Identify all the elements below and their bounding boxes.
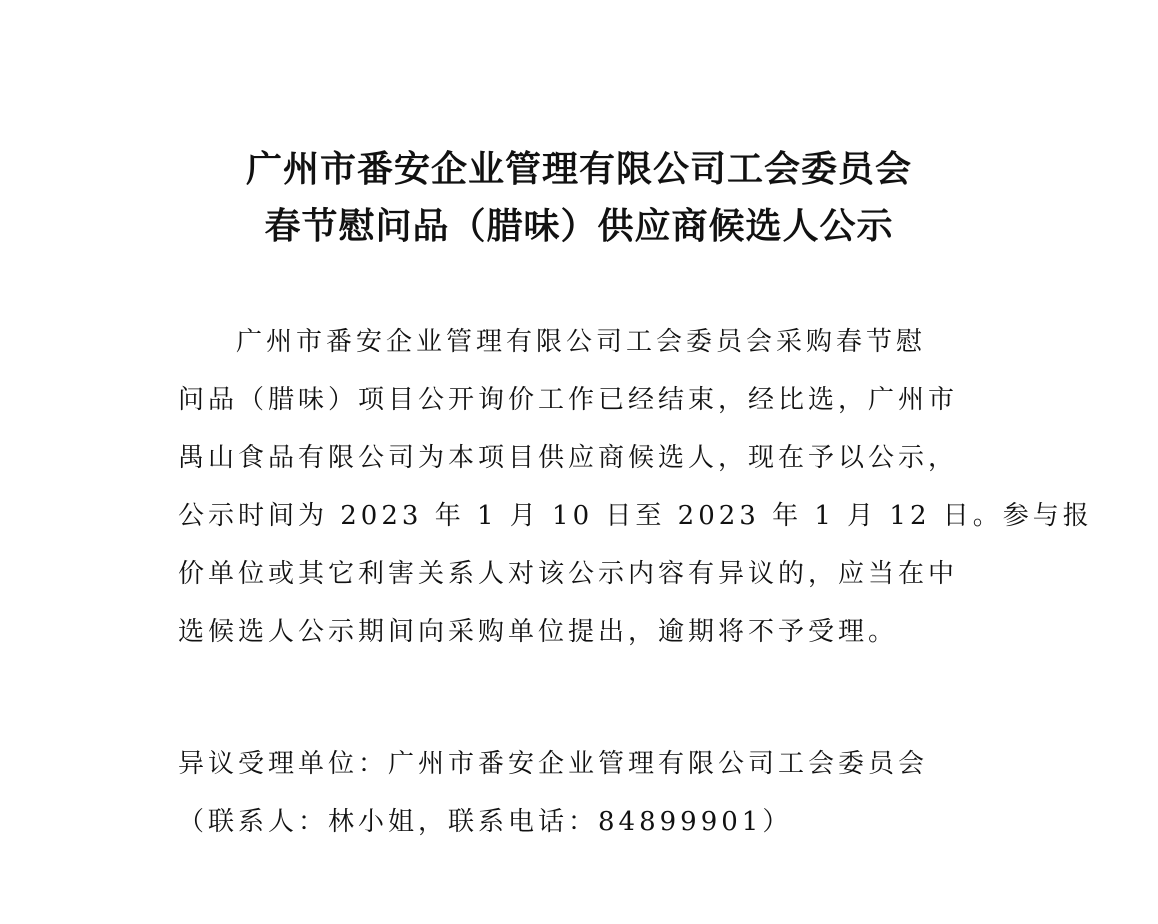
body-line-4: 公示时间为 2023 年 1 月 10 日至 2023 年 1 月 12 日。参与报	[178, 501, 1093, 531]
document-title-line-2: 春节慰问品（腊味）供应商候选人公示	[264, 206, 894, 247]
body-line-6: 选候选人公示期间向采购单位提出，逾期将不予受理。	[178, 617, 899, 647]
body-line-1: 广州市番安企业管理有限公司工会委员会采购春节慰	[236, 327, 927, 357]
body-line-2: 问品（腊味）项目公开询价工作已经结束，经比选，广州市	[178, 385, 959, 415]
body-line-5: 价单位或其它利害关系人对该公示内容有异议的，应当在中	[178, 559, 959, 589]
objection-unit-line: 异议受理单位：广州市番安企业管理有限公司工会委员会	[178, 749, 929, 779]
body-line-3: 禺山食品有限公司为本项目供应商候选人，现在予以公示，	[178, 443, 959, 473]
document-title-line-1: 广州市番安企业管理有限公司工会委员会	[245, 149, 912, 190]
contact-info-line: （联系人：林小姐，联系电话：84899901）	[178, 807, 793, 837]
